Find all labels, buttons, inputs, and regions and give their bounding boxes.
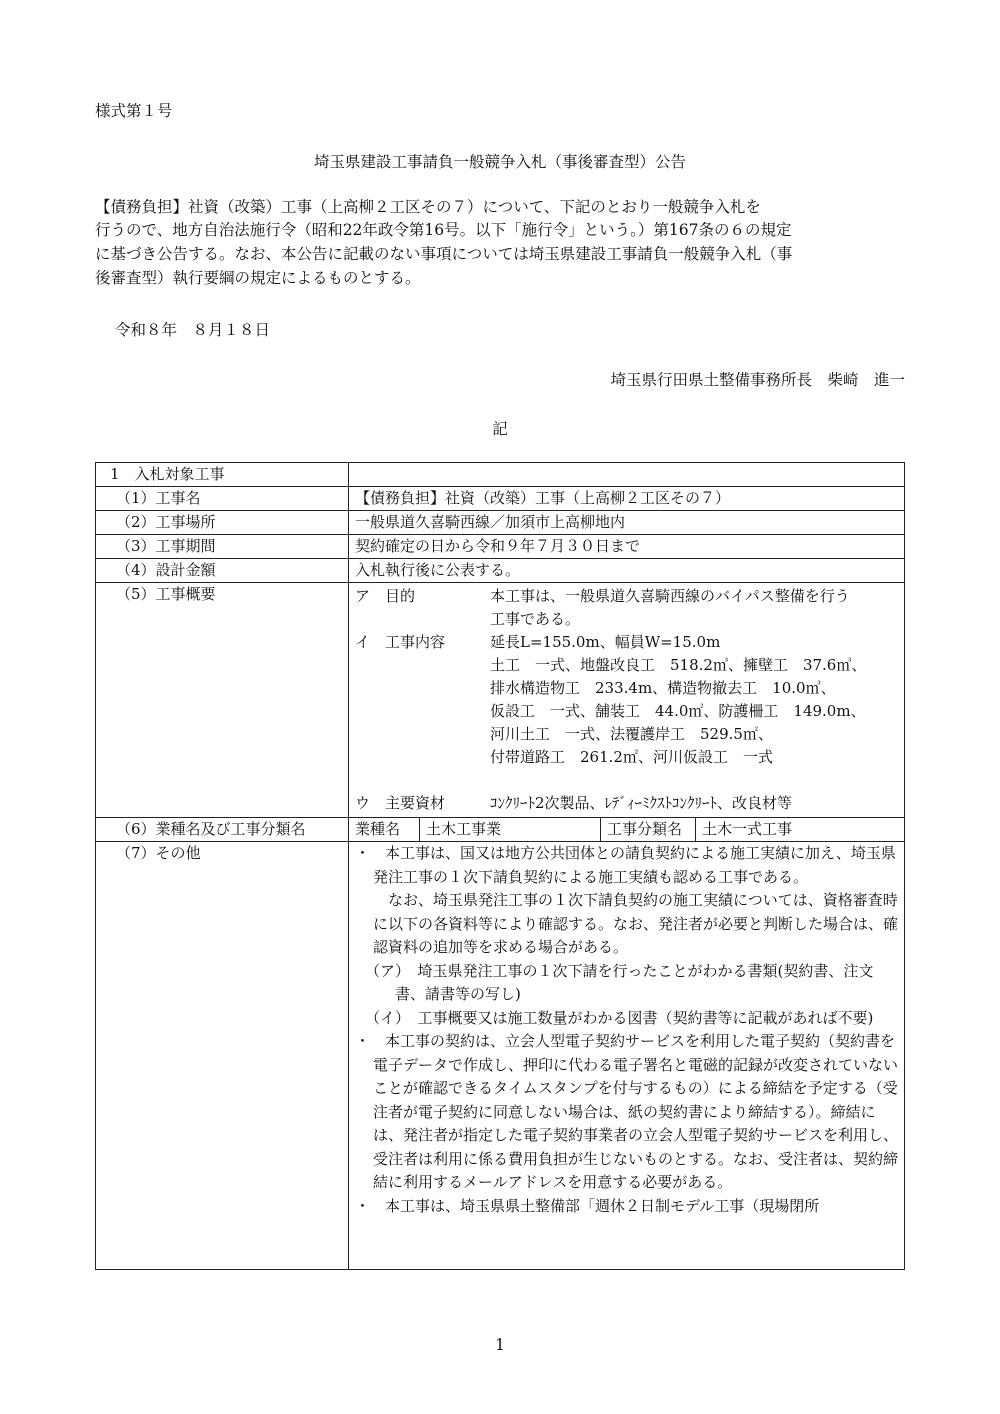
row-label: （3）工事期間 xyxy=(96,535,349,559)
page-number: 1 xyxy=(495,1336,505,1354)
table-row xyxy=(96,487,905,511)
issuer-name: 埼玉県行田県土整備事務所長 柴崎 進一 xyxy=(610,371,905,389)
outline-value: 本工事は、一般県道久喜騎西線のバイパス整備を行う xyxy=(490,587,850,605)
table-row xyxy=(96,559,905,583)
notice-date: 令和８年 ８月１８日 xyxy=(115,321,271,339)
row-value xyxy=(349,583,905,818)
row-value: 契約確定の日から令和９年７月３０日まで xyxy=(349,535,905,559)
table-row xyxy=(96,818,905,842)
row-label: （1）工事名 xyxy=(96,487,349,511)
row-label: 1 入札対象工事 xyxy=(96,463,349,487)
outline-value: 延長L=155.0m、幅員W=15.0m xyxy=(490,633,721,651)
outline-value: 工事である。 xyxy=(490,610,581,628)
document-title: 埼玉県建設工事請負一般競争入札（事後審査型）公告 xyxy=(313,153,686,171)
row-value xyxy=(349,818,905,842)
intro-line-4: 後審査型）執行要綱の規定によるものとする。 xyxy=(95,269,421,287)
note-bullet: ・ 本工事の契約は、立会人型電子契約サービスを利用した電子契約（契約書を電子データで作成し、押印に代わる電子署名と電磁的記録が改変されていないことが確認できるタイムスタンプを付与するもの）による締結を予定する（受注者が電子契約に同意しない場合は、紙の契約書により締結する）。締結には、発注者が指定した電子契約事業者の立会人型電子契約サービスを利用し、受注者は利用に係る費用負担が生じないものとする。なお、受注者は、契約締結に利用するメールアドレスを用意する必要がある。 xyxy=(355,1032,899,1191)
classification-value: 土木一式工事 xyxy=(702,820,793,838)
row-label: （5）工事概要 xyxy=(96,583,349,818)
row-value: 入札執行後に公表する。 xyxy=(349,559,905,583)
note-item: （イ） 工事概要又は施工数量がわかる図書（契約書等に記載があれば不要) xyxy=(365,1008,874,1027)
outline-key: イ 工事内容 xyxy=(355,633,446,651)
outline-value: 排水構造物工 233.4m、構造物撤去工 10.0㎥、 xyxy=(490,679,836,697)
table-row xyxy=(96,463,905,487)
outline-key: ア 目的 xyxy=(355,587,416,605)
outline-value: 河川土工 一式、法覆護岸工 529.5㎡、 xyxy=(490,725,773,743)
row-label: （2）工事場所 xyxy=(96,511,349,535)
table-row xyxy=(96,583,905,818)
table-row xyxy=(96,842,905,1270)
category-key: 業種名 xyxy=(349,818,420,841)
outline-key: ウ 主要資材 xyxy=(355,794,446,812)
ki-heading: 記 xyxy=(492,420,508,438)
intro-line-2: 行うので、地方自治法施行令（昭和22年政令第16号。以下「施行令」という。）第167条の６の規定 xyxy=(95,221,792,239)
note-bullet: ・ 本工事は、埼玉県県土整備部「週休２日制モデル工事（現場閉所 xyxy=(355,1196,820,1215)
row-value: 【債務負担】社資（改築）工事（上高柳２工区その７） xyxy=(349,487,905,511)
category-value: 土木工事業 xyxy=(420,818,601,841)
note-bullet: ・ 本工事は、国又は地方公共団体との請負契約による施工実績に加え、埼玉県発注工事の１次下請負契約による施工実績も認める工事である。 xyxy=(355,844,896,886)
note-paragraph: なお、埼玉県発注工事の１次下請負契約の施工実績については、資格審査時に以下の各資料等により確認する。なお、発注者が必要と判断した場合は、確認資料の追加等を求める場合がある。 xyxy=(373,891,899,956)
intro-line-1: 【債務負担】社資（改築）工事（上高柳２工区その７）について、下記のとおり一般競争入札を xyxy=(95,198,761,216)
outline-value: 土工 一式、地盤改良工 518.2㎥、擁壁工 37.6㎥、 xyxy=(490,656,867,674)
specification-table xyxy=(95,462,905,1270)
outline-value: 付帯道路工 261.2㎡、河川仮設工 一式 xyxy=(490,748,773,766)
row-label: （4）設計金額 xyxy=(96,559,349,583)
row-label: （7）その他 xyxy=(96,842,349,1270)
row-label: （6）業種名及び工事分類名 xyxy=(96,818,349,842)
row-value: 一般県道久喜騎西線／加須市上高柳地内 xyxy=(349,511,905,535)
intro-line-3: に基づき公告する。なお、本公告に記載のない事項については埼玉県建設工事請負一般競争入札（事 xyxy=(95,245,793,263)
classification-key: 工事分類名 xyxy=(601,818,696,841)
outline-value: 仮設工 一式、舗装工 44.0㎡、防護柵工 149.0m、 xyxy=(490,702,866,720)
table-row xyxy=(96,511,905,535)
row-value xyxy=(349,463,905,487)
outline-value: ｺﾝｸﾘｰﾄ2次製品、ﾚﾃﾞｨｰﾐｸｽﾄｺﾝｸﾘｰﾄ、改良材等 xyxy=(490,794,793,812)
table-row xyxy=(96,535,905,559)
row-value xyxy=(349,842,905,1270)
note-item: （ア） 埼玉県発注工事の１次下請を行ったことがわかる書類(契約書、注文書、請書等の写し) xyxy=(365,961,874,1003)
form-number: 様式第１号 xyxy=(95,102,173,120)
